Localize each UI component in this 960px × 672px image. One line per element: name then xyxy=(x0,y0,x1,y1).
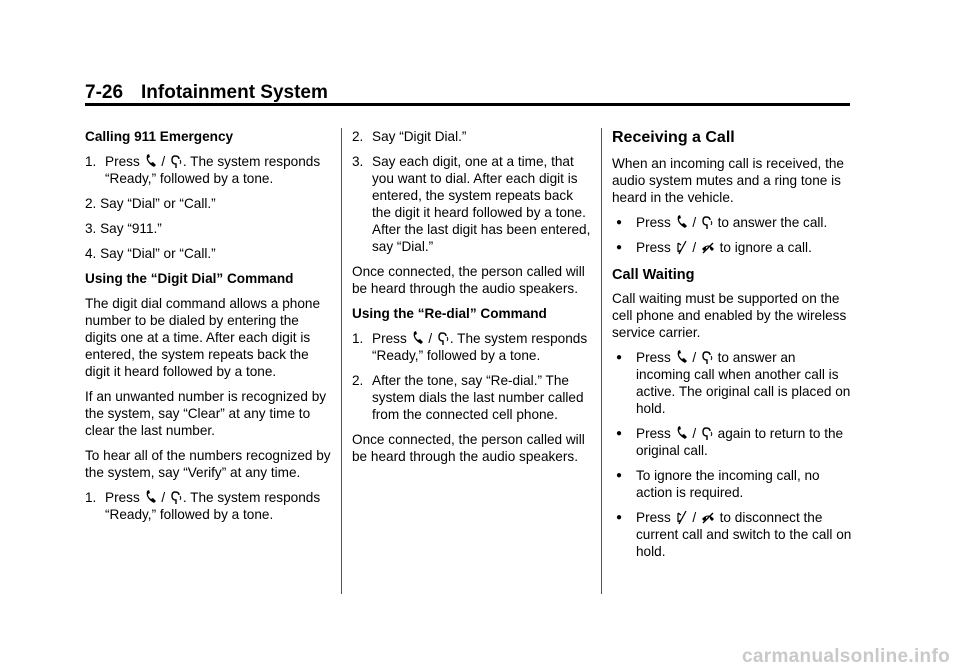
section-heading: Using the “Digit Dial” Command xyxy=(85,271,294,286)
column-divider xyxy=(341,128,342,594)
mute-icon xyxy=(676,240,688,255)
phone-answer-icon xyxy=(412,331,424,346)
watermark: carmanualsonline.info xyxy=(742,646,950,667)
voice-recognition-icon xyxy=(701,215,713,230)
paragraph: To hear all of the numbers recognized by the system, say “Verify” at any time. xyxy=(85,448,331,480)
voice-recognition-icon xyxy=(437,331,449,346)
bullet-item: ● Press / to answer the call. xyxy=(616,215,828,230)
section-title: Call Waiting xyxy=(612,267,695,283)
column-3 xyxy=(612,128,852,568)
paragraph: Call waiting must be supported on the cell phone and enabled by the wireless service carrier. xyxy=(612,291,847,340)
column-1 xyxy=(85,128,333,531)
numbered-step: 1. Press / . The system responds “Ready,” followed by a tone. xyxy=(352,331,588,363)
numbered-step: 2. Say “Dial” or “Call.” xyxy=(85,196,216,211)
numbered-step: 1. Press / . The system responds “Ready,” followed by a tone. xyxy=(85,154,321,186)
numbered-step: 3. Say “911.” xyxy=(85,221,162,236)
bullet-icon: ● xyxy=(616,512,623,523)
end-call-icon xyxy=(701,240,715,255)
voice-recognition-icon xyxy=(701,350,713,365)
bullet-item: ● To ignore the incoming call, no action is required. xyxy=(616,468,820,500)
bullet-item: ● Press / again to return to the original call. xyxy=(616,426,844,458)
phone-answer-icon xyxy=(145,490,157,505)
bullet-item: ● Press / to ignore a call. xyxy=(616,240,812,255)
numbered-step: 1. Press / . The system responds “Ready,” followed by a tone. xyxy=(85,490,321,522)
numbered-step: 2. Say “Digit Dial.” xyxy=(352,129,467,144)
paragraph: When an incoming call is received, the audio system mutes and a ring tone is heard in the vehicle. xyxy=(612,156,844,205)
phone-answer-icon xyxy=(145,154,157,169)
section-heading: Using the “Re-dial” Command xyxy=(352,306,547,321)
numbered-step: 3. Say each digit, one at a time, that you want to dial. After each digit is entered, the system repeats back the digit it heard followed by a tone. After the last digit has been entered, say “Dial.” xyxy=(352,154,591,254)
bullet-icon: ● xyxy=(616,428,623,439)
end-call-icon xyxy=(701,510,715,525)
page-number: 7-26 xyxy=(85,82,124,103)
phone-answer-icon xyxy=(676,350,688,365)
bullet-icon: ● xyxy=(616,470,623,481)
bullet-icon: ● xyxy=(616,242,623,253)
voice-recognition-icon xyxy=(170,154,182,169)
phone-answer-icon xyxy=(676,426,688,441)
mute-icon xyxy=(676,510,688,525)
voice-recognition-icon xyxy=(701,426,713,441)
column-divider xyxy=(601,128,602,594)
numbered-step: 2. After the tone, say “Re-dial.” The system dials the last number called from the connected cell phone. xyxy=(352,373,584,422)
paragraph: Once connected, the person called will be heard through the audio speakers. xyxy=(352,264,585,296)
section-heading: Calling 911 Emergency xyxy=(85,129,234,144)
bullet-item: ● Press / to answer an incoming call when another call is active. The original call is placed on hold. xyxy=(616,350,851,416)
bullet-item: ● Press / to disconnect the current call and switch to the call on hold. xyxy=(616,510,852,559)
column-2 xyxy=(352,128,592,473)
page-header xyxy=(85,82,328,104)
page-title: Infotainment System xyxy=(141,82,328,103)
bullet-icon: ● xyxy=(616,217,623,228)
numbered-step: 4. Say “Dial” or “Call.” xyxy=(85,246,216,261)
paragraph: If an unwanted number is recognized by the system, say “Clear” at any time to clear the last number. xyxy=(85,389,327,438)
header-rule xyxy=(85,103,850,106)
phone-answer-icon xyxy=(676,215,688,230)
voice-recognition-icon xyxy=(170,490,182,505)
paragraph: The digit dial command allows a phone number to be dialed by entering the digits one at a time. After each digit is entered, the system repeats back the digit it heard followed by a tone. xyxy=(85,296,321,379)
paragraph: Once connected, the person called will be heard through the audio speakers. xyxy=(352,432,585,464)
section-title: Receiving a Call xyxy=(612,129,735,146)
bullet-icon: ● xyxy=(616,352,623,363)
